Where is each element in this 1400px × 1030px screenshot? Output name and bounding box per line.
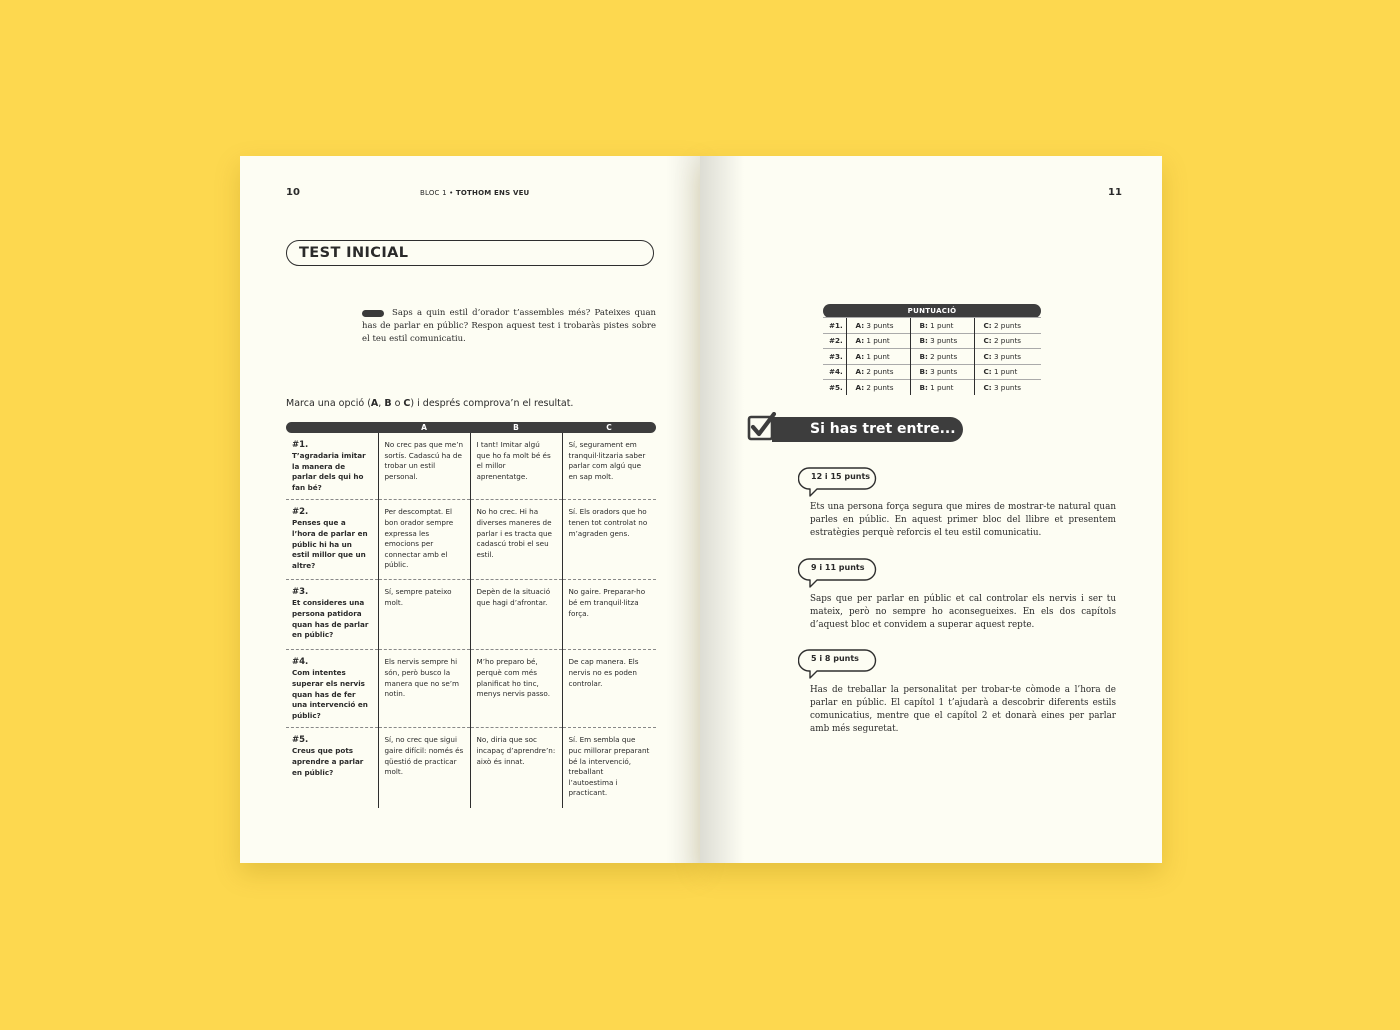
- instruction-sep1: ,: [378, 398, 385, 409]
- score-a: [846, 380, 910, 395]
- running-head: [420, 189, 529, 197]
- score-c-label: C:: [983, 351, 992, 361]
- score-c: [974, 318, 1041, 334]
- score-a: [846, 364, 910, 380]
- quiz-row: [286, 580, 656, 650]
- score-c-value: 2 punts: [993, 336, 1022, 346]
- score-a: [846, 349, 910, 365]
- score-header-row: [823, 304, 1041, 318]
- answer-a[interactable]: Per descomptat. El bon orador sempre expressa les emocions per connectar amb el públic.: [378, 500, 470, 580]
- question-text: Creus que pots aprendre a parlar en públic?: [292, 746, 364, 777]
- score-b: [910, 349, 974, 365]
- intro-text: Saps a quin estil d’orador t’assembles més? Pateixes quan has de parlar en públic? Respon aquest test i trobaràs pistes sobre el teu estil comunicatiu.: [362, 308, 656, 344]
- score-b-label: B:: [919, 320, 928, 330]
- score-a: [846, 318, 910, 334]
- result-range-bubble: [798, 649, 874, 669]
- score-b-value: 1 punt: [930, 382, 954, 392]
- answer-a[interactable]: Sí, sempre pateixo molt.: [378, 580, 470, 650]
- answer-a[interactable]: Els nervis sempre hi són, però busco la manera que no se’m notin.: [378, 650, 470, 728]
- score-row: [823, 364, 1041, 380]
- question-number: #3.: [292, 587, 309, 598]
- score-c: [974, 333, 1041, 349]
- result-text: Has de treballar la personalitat per trobar-te còmode a l’hora de parlar en públic. El capítol 1 t’ajudarà a descobrir diferents estils comunicatius, mentre que el capítol 2 et donarà eines per parlar amb més seguretat.: [810, 685, 1116, 734]
- score-b-value: 2 punts: [930, 351, 958, 361]
- instruction-c: C: [403, 398, 411, 409]
- score-c-label: C:: [983, 382, 992, 392]
- score-a-label: A:: [855, 336, 865, 346]
- score-a-value: 2 punts: [866, 367, 894, 377]
- score-c: [974, 349, 1041, 365]
- title-box: [286, 240, 654, 266]
- instruction-pre: Marca una opció (: [286, 398, 371, 409]
- question-cell: [286, 650, 378, 728]
- running-head-title: TOTHOM ENS VEU: [455, 189, 530, 197]
- score-question-number: #4.: [823, 364, 846, 380]
- question-text: Penses que a l’hora de parlar en públic hi ha un estil millor que un altre?: [292, 518, 368, 570]
- result-range-bubble: [798, 467, 874, 487]
- score-a-label: A:: [855, 351, 865, 361]
- score-a-label: A:: [855, 367, 865, 377]
- score-c-value: 1 punt: [993, 367, 1018, 377]
- score-a: [846, 333, 910, 349]
- score-c: [974, 380, 1041, 395]
- answer-c[interactable]: No gaire. Preparar-ho bé em tranquil·litza força.: [562, 580, 656, 650]
- score-b-value: 3 punts: [930, 336, 958, 346]
- score-question-number: #1.: [823, 318, 846, 334]
- quiz-row: [286, 728, 656, 808]
- quiz-row: [286, 433, 656, 500]
- question-number: #4.: [292, 657, 309, 668]
- page-title: TEST INICIAL: [299, 245, 409, 261]
- results-banner: [772, 417, 963, 442]
- score-row: [823, 318, 1041, 334]
- quiz-table: [286, 422, 656, 808]
- score-b: [910, 318, 974, 334]
- score-a-value: 1 punt: [866, 351, 890, 361]
- question-number: #2.: [292, 507, 309, 518]
- right-page: [700, 156, 1162, 863]
- score-row: [823, 333, 1041, 349]
- page-number: 10: [286, 187, 300, 198]
- score-question-number: #5.: [823, 380, 846, 395]
- score-b-label: B:: [919, 351, 928, 361]
- page-number: 11: [1108, 187, 1122, 198]
- score-b-label: B:: [919, 336, 928, 346]
- question-number: #1.: [292, 440, 309, 450]
- answer-c[interactable]: Sí, segurament em tranquil·litzaria saber parlar com algú que en sap molt.: [562, 433, 656, 500]
- answer-b[interactable]: No, diria que soc incapaç d’aprendre’n: això és innat.: [470, 728, 562, 808]
- question-text: Com intentes superar els nervis quan has de fer una intervenció en públic?: [292, 668, 368, 720]
- running-head-prefix: BLOC 1 •: [420, 189, 454, 197]
- score-a-value: 2 punts: [866, 382, 894, 392]
- score-c: [974, 364, 1041, 380]
- score-a-label: A:: [855, 382, 865, 392]
- score-a-value: 1 punt: [866, 336, 890, 346]
- score-question-number: #2.: [823, 333, 846, 349]
- score-row: [823, 380, 1041, 395]
- score-b-value: 1 punt: [930, 320, 954, 330]
- instruction-post: ) i després comprova’n el resultat.: [410, 398, 574, 409]
- score-b-value: 3 punts: [930, 367, 958, 377]
- checkmark-icon: [747, 412, 777, 442]
- score-c-value: 3 punts: [993, 351, 1022, 361]
- question-cell: [286, 728, 378, 808]
- score-b: [910, 380, 974, 395]
- answer-c[interactable]: Sí. Em sembla que puc millorar preparant bé la intervenció, treballant l’autoestima i practicant.: [562, 728, 656, 808]
- instruction-text: [286, 398, 573, 409]
- score-b: [910, 333, 974, 349]
- answer-b[interactable]: I tant! Imitar algú que ho fa molt bé és el millor aprenentatge.: [470, 433, 562, 500]
- score-title: PUNTUACIÓ: [823, 304, 1041, 318]
- quiz-row: [286, 650, 656, 728]
- score-question-number: #3.: [823, 349, 846, 365]
- score-c-label: C:: [983, 336, 992, 346]
- answer-a[interactable]: Sí, no crec que sigui gaire difícil: només és qüestió de practicar molt.: [378, 728, 470, 808]
- result-range-bubble: [798, 558, 874, 578]
- quiz-header-b: B: [470, 422, 562, 433]
- quiz-header-blank: [286, 422, 378, 433]
- question-number: #5.: [292, 735, 309, 746]
- result-text: Saps que per parlar en públic et cal controlar els nervis i ser tu mateix, però no sempre ho aconsegueixes. En els dos capítols d’aquest bloc et convidem a superar aquest repte.: [810, 594, 1116, 630]
- score-c-value: 2 punts: [993, 320, 1022, 330]
- quiz-header-c: C: [562, 422, 656, 433]
- question-cell: [286, 580, 378, 650]
- answer-a[interactable]: No crec pas que me’n sortís. Cadascú ha de trobar un estil personal.: [378, 433, 470, 500]
- score-b-label: B:: [919, 367, 928, 377]
- answer-b[interactable]: Depèn de la situació que hagi d’afrontar.: [470, 580, 562, 650]
- score-c-label: C:: [983, 367, 992, 377]
- score-b-label: B:: [919, 382, 928, 392]
- left-page: [240, 156, 700, 863]
- result-text: Ets una persona força segura que mires de mostrar-te natural quan parles en públic. En aquest primer bloc del llibre et presentem estratègies perquè reforcis el teu estil comunicatiu.: [810, 502, 1116, 538]
- quiz-row: [286, 500, 656, 580]
- score-c-value: 3 punts: [993, 382, 1022, 392]
- instruction-sep2: o: [391, 398, 404, 409]
- score-a-value: 3 punts: [866, 320, 894, 330]
- question-cell: [286, 500, 378, 580]
- results-title: Si has tret entre...: [810, 421, 956, 437]
- score-row: [823, 349, 1041, 365]
- quiz-header-row: [286, 422, 656, 433]
- answer-c[interactable]: Sí. Els oradors que ho tenen tot controlat no m’agraden gens.: [562, 500, 656, 580]
- score-table: [823, 304, 1041, 395]
- score-c-label: C:: [983, 320, 992, 330]
- question-cell: [286, 433, 378, 500]
- instruction-b: B: [384, 398, 392, 409]
- quiz-header-a: A: [378, 422, 470, 433]
- instruction-a: A: [370, 398, 379, 409]
- question-text: T’agradaria imitar la manera de parlar dels qui ho fan bé?: [292, 451, 366, 492]
- result-range: 5 i 8 punts: [811, 654, 859, 663]
- score-a-label: A:: [855, 320, 865, 330]
- answer-c[interactable]: De cap manera. Els nervis no es poden controlar.: [562, 650, 656, 728]
- question-text: Et consideres una persona patidora quan has de parlar en públic?: [292, 598, 369, 640]
- answer-b[interactable]: M’ho preparo bé, perquè com més planificat ho tinc, menys nervis passo.: [470, 650, 562, 728]
- result-range: 12 i 15 punts: [811, 472, 871, 481]
- score-b: [910, 364, 974, 380]
- answer-b[interactable]: No ho crec. Hi ha diverses maneres de parlar i es tracta que cadascú trobi el seu estil.: [470, 500, 562, 580]
- result-range: 9 i 11 punts: [811, 563, 865, 572]
